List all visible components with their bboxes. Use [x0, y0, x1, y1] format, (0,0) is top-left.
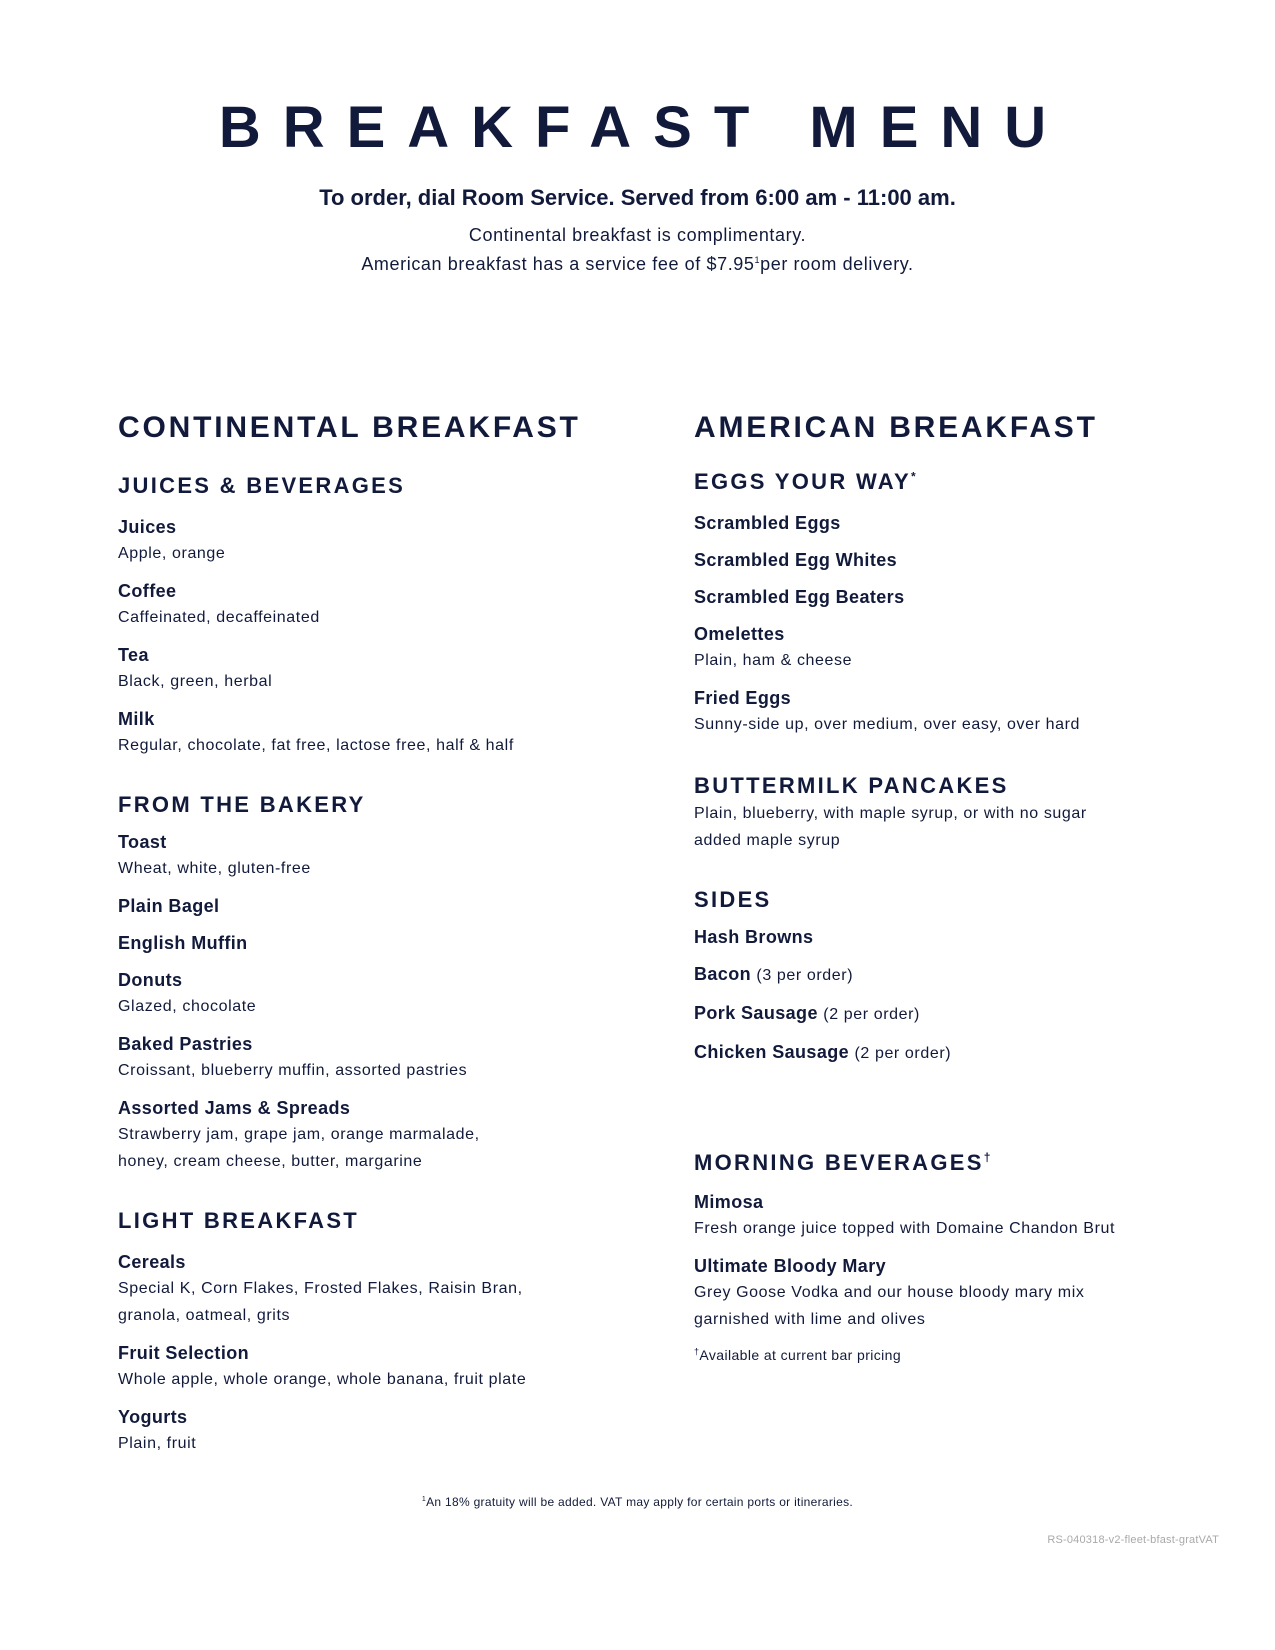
item-name: Coffee — [118, 581, 177, 601]
item-name: Hash Browns — [694, 927, 814, 947]
menu-item — [118, 642, 638, 695]
item-name: Fruit Selection — [118, 1343, 250, 1363]
item-desc: Sunny-side up, over medium, over easy, over hard — [694, 716, 1081, 733]
pancakes-heading: BUTTERMILK PANCAKES — [694, 773, 1009, 798]
page-title: BREAKFAST MENU — [218, 95, 1069, 160]
item-name: Juices — [118, 517, 177, 537]
menu-item — [694, 621, 1214, 674]
item-name: Plain Bagel — [118, 896, 220, 916]
bar-pricing-text: Available at current bar pricing — [699, 1347, 902, 1363]
item-desc: Black, green, herbal — [118, 673, 273, 690]
menu-item — [118, 1340, 638, 1393]
item-qty: (2 per order) — [854, 1045, 952, 1062]
menu-item — [694, 685, 1214, 738]
item-name: Toast — [118, 832, 167, 852]
american-title: AMERICAN BREAKFAST — [694, 411, 1098, 444]
item-name: Ultimate Bloody Mary — [694, 1256, 887, 1276]
document-code: RS-040318-v2-fleet-bfast-gratVAT — [1047, 1534, 1219, 1546]
item-desc: Plain, fruit — [118, 1435, 197, 1452]
menu-item — [118, 967, 638, 1020]
beverages-footnote-mark: † — [983, 1150, 993, 1165]
item-name-text: Bacon — [694, 964, 752, 984]
item-desc: Apple, orange — [118, 545, 226, 562]
item-qty: (2 per order) — [823, 1006, 920, 1023]
menu-item — [118, 1031, 638, 1084]
item-desc: granola, oatmeal, grits — [118, 1307, 291, 1324]
bar-pricing-mark: † — [694, 1346, 700, 1357]
bakery-heading: FROM THE BAKERY — [118, 792, 366, 817]
menu-item — [694, 584, 1214, 610]
fee-text: American breakfast has a service fee of $7.95 — [361, 254, 755, 274]
light-breakfast-section — [118, 1207, 638, 1457]
menu-item — [118, 893, 638, 919]
item-desc: Special K, Corn Flakes, Frosted Flakes, Raisin Bran, — [118, 1280, 523, 1297]
menu-item — [118, 706, 638, 759]
item-qty: (3 per order) — [756, 967, 854, 984]
item-name: Omelettes — [694, 624, 785, 644]
item-name: Baked Pastries — [118, 1034, 253, 1054]
item-name: English Muffin — [118, 933, 248, 953]
light-breakfast-heading: LIGHT BREAKFAST — [118, 1208, 360, 1233]
sides-heading: SIDES — [694, 887, 772, 912]
item-desc: Whole apple, whole orange, whole banana, fruit plate — [118, 1371, 527, 1388]
fee-text-end: per room delivery. — [760, 254, 914, 274]
item-name — [694, 1000, 1214, 1028]
eggs-section — [694, 468, 1214, 738]
item-desc: Regular, chocolate, fat free, lactose free, half & half — [118, 737, 514, 754]
menu-header — [0, 92, 1275, 279]
item-desc: Caffeinated, decaffeinated — [118, 609, 320, 626]
gratuity-footnote-mark: 1 — [421, 1496, 427, 1503]
morning-beverages-section — [694, 1149, 1214, 1365]
eggs-heading — [694, 468, 1214, 496]
menu-item — [118, 1249, 638, 1329]
bakery-section — [118, 791, 638, 1175]
menu-item — [694, 924, 1214, 950]
item-desc: Fresh orange juice topped with Domaine Chandon Brut — [694, 1220, 1116, 1237]
item-name — [694, 1039, 1214, 1067]
item-desc: garnished with lime and olives — [694, 1311, 926, 1328]
item-name: Scrambled Egg Whites — [694, 550, 898, 570]
item-desc: Wheat, white, gluten-free — [118, 860, 311, 877]
item-desc: Plain, ham & cheese — [694, 652, 853, 669]
menu-item — [118, 829, 638, 882]
item-desc: added maple syrup — [694, 832, 841, 849]
continental-note: Continental breakfast is complimentary. — [468, 225, 807, 245]
eggs-heading-text: EGGS YOUR WAY — [694, 469, 911, 494]
item-name: Scrambled Egg Beaters — [694, 587, 905, 607]
menu-item — [118, 1404, 638, 1457]
item-name-text: Chicken Sausage — [694, 1042, 850, 1062]
american-column — [694, 410, 1214, 1365]
eggs-footnote-mark: * — [910, 469, 918, 484]
menu-item — [118, 578, 638, 631]
item-name: Donuts — [118, 970, 183, 990]
order-instructions: To order, dial Room Service. Served from 6:00 am - 11:00 am. — [319, 185, 956, 210]
item-name-text: Pork Sausage — [694, 1003, 818, 1023]
menu-item — [118, 1095, 638, 1175]
item-name: Assorted Jams & Spreads — [118, 1098, 351, 1118]
menu-item — [118, 930, 638, 956]
beverages-heading-text: MORNING BEVERAGES — [694, 1150, 984, 1175]
gratuity-footnote-text: An 18% gratuity will be added. VAT may apply for certain ports or itineraries. — [426, 1495, 854, 1509]
item-desc: Strawberry jam, grape jam, orange marmalade, — [118, 1126, 480, 1143]
fee-footnote-mark: 1 — [754, 255, 761, 265]
menu-item — [694, 1000, 1214, 1028]
item-name: Mimosa — [694, 1192, 764, 1212]
item-desc: Glazed, chocolate — [118, 998, 257, 1015]
item-name: Fried Eggs — [694, 688, 792, 708]
menu-item — [694, 1039, 1214, 1067]
service-note — [0, 221, 1275, 279]
menu-item — [118, 514, 638, 567]
pancakes-section — [694, 772, 1214, 854]
item-desc: Plain, blueberry, with maple syrup, or with no sugar — [694, 805, 1087, 822]
item-name: Scrambled Eggs — [694, 513, 841, 533]
juices-heading: JUICES & BEVERAGES — [118, 473, 406, 498]
juices-section — [118, 472, 638, 759]
american-fee-note — [0, 250, 1275, 279]
menu-item — [694, 1253, 1214, 1333]
menu-item — [694, 961, 1214, 989]
menu-item — [694, 510, 1214, 536]
item-desc: honey, cream cheese, butter, margarine — [118, 1153, 423, 1170]
gratuity-footnote — [0, 1495, 1275, 1509]
menu-item — [694, 1189, 1214, 1242]
continental-column — [118, 410, 638, 1457]
item-name — [694, 961, 1214, 989]
continental-title: CONTINENTAL BREAKFAST — [118, 411, 581, 444]
item-name: Cereals — [118, 1252, 186, 1272]
morning-beverages-heading — [694, 1149, 1214, 1177]
item-desc: Grey Goose Vodka and our house bloody mary mix — [694, 1284, 1085, 1301]
bar-pricing-note — [694, 1345, 1214, 1365]
item-desc: Croissant, blueberry muffin, assorted pastries — [118, 1062, 468, 1079]
item-name: Tea — [118, 645, 149, 665]
sides-section — [694, 886, 1214, 1067]
menu-item — [694, 547, 1214, 573]
item-name: Milk — [118, 709, 155, 729]
item-name: Yogurts — [118, 1407, 188, 1427]
